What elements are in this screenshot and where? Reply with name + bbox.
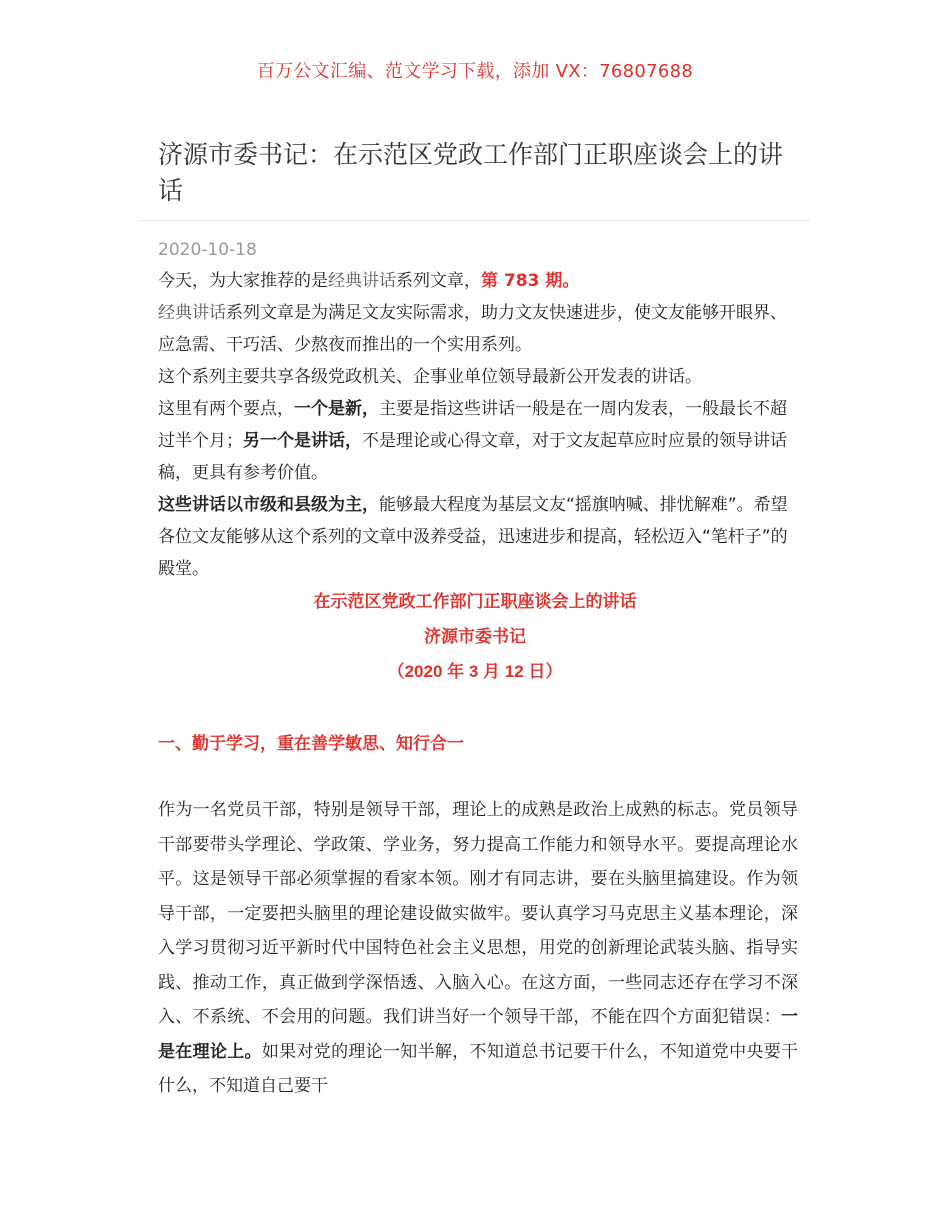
key-point-new: 一个是新， bbox=[294, 399, 379, 419]
publish-date: 2020-10-18 bbox=[158, 240, 257, 260]
series-intro bbox=[158, 265, 798, 585]
intro-text: 这里有两个要点， bbox=[158, 399, 294, 419]
series-name-link[interactable]: 经典讲话 bbox=[158, 303, 226, 323]
body-text: 作为一名党员干部，特别是领导干部，理论上的成熟是政治上成熟的标志。党员领导干部要带头学理论、学政策、学业务，努力提高工作能力和领导水平。要提高理论水平。这是领导干部必须掌握的看家本领。刚才有同志讲，要在头脑里搞建设。作为领导干部，一定要把头脑里的理论建设做实做牢。要认真学习马克思主义基本理论，深入学习贯彻习近平新时代中国特色社会主义思想，用党的创新理论武装头脑、指导实践、推动工作，真正做到学深悟透、入脑入心。在这方面，一些同志还存在学习不深入、不系统、不会用的问题。我们讲当好一个领导干部，不能在四个方面犯错误： bbox=[158, 800, 798, 1027]
intro-paragraph-2 bbox=[158, 297, 798, 361]
intro-text: 今天，为大家推荐的是 bbox=[158, 271, 328, 291]
title-divider bbox=[140, 220, 810, 221]
key-point-speech: 另一个是讲话， bbox=[243, 431, 362, 451]
intro-text: 能够最大程度为基层文友“摇旗呐喊、排忧解难”。希望各位文友能够从这个系列的文章中汲养受益，迅速进步和提高，轻松迈入“笔杆子”的殿堂。 bbox=[158, 495, 788, 579]
body-emphasis: 一是在理论上。 bbox=[158, 1007, 798, 1062]
speech-speaker: 济源市委书记 bbox=[424, 627, 526, 646]
section-1-heading: 一、勤于学习，重在善学敏思、知行合一 bbox=[158, 734, 464, 753]
article-title: 济源市委书记：在示范区党政工作部门正职座谈会上的讲话 bbox=[158, 140, 784, 205]
key-point-level: 这些讲话以市级和县级为主， bbox=[158, 495, 379, 515]
body-text: 如果对党的理论一知半解，不知道总书记要干什么，不知道党中央要干什么，不知道自己要干 bbox=[158, 1041, 799, 1096]
intro-text: 不是理论或心得文章，对于文友起草应时应景的领导讲话稿，更具有参考价值。 bbox=[158, 431, 787, 483]
intro-text: 系列文章是为满足文友实际需求，助力文友快速进步，使文友能够开眼界、应急需、干巧活、少熬夜而推出的一个实用系列。 bbox=[158, 303, 787, 355]
intro-text: 主要是指这些讲话一般是在一周内发表，一般最长不超过半个月； bbox=[158, 399, 787, 451]
speech-body-paragraph bbox=[158, 793, 798, 1104]
intro-paragraph-5 bbox=[158, 489, 798, 585]
intro-paragraph-1 bbox=[158, 265, 798, 297]
speech-date: （2020 年 3 月 12 日） bbox=[387, 662, 563, 681]
intro-text: 系列文章， bbox=[396, 271, 481, 291]
series-name-link[interactable]: 经典讲话 bbox=[328, 271, 396, 291]
speech-title: 在示范区党政工作部门正职座谈会上的讲话 bbox=[313, 592, 637, 611]
issue-number: 第 783 期。 bbox=[481, 271, 580, 291]
intro-paragraph-3: 这个系列主要共享各级党政机关、企事业单位领导最新公开发表的讲话。 bbox=[158, 367, 702, 387]
ad-banner: 百万公文汇编、范文学习下载，添加 VX：76807688 bbox=[256, 61, 694, 82]
speech-header bbox=[0, 588, 950, 693]
intro-paragraph-4 bbox=[158, 393, 798, 489]
